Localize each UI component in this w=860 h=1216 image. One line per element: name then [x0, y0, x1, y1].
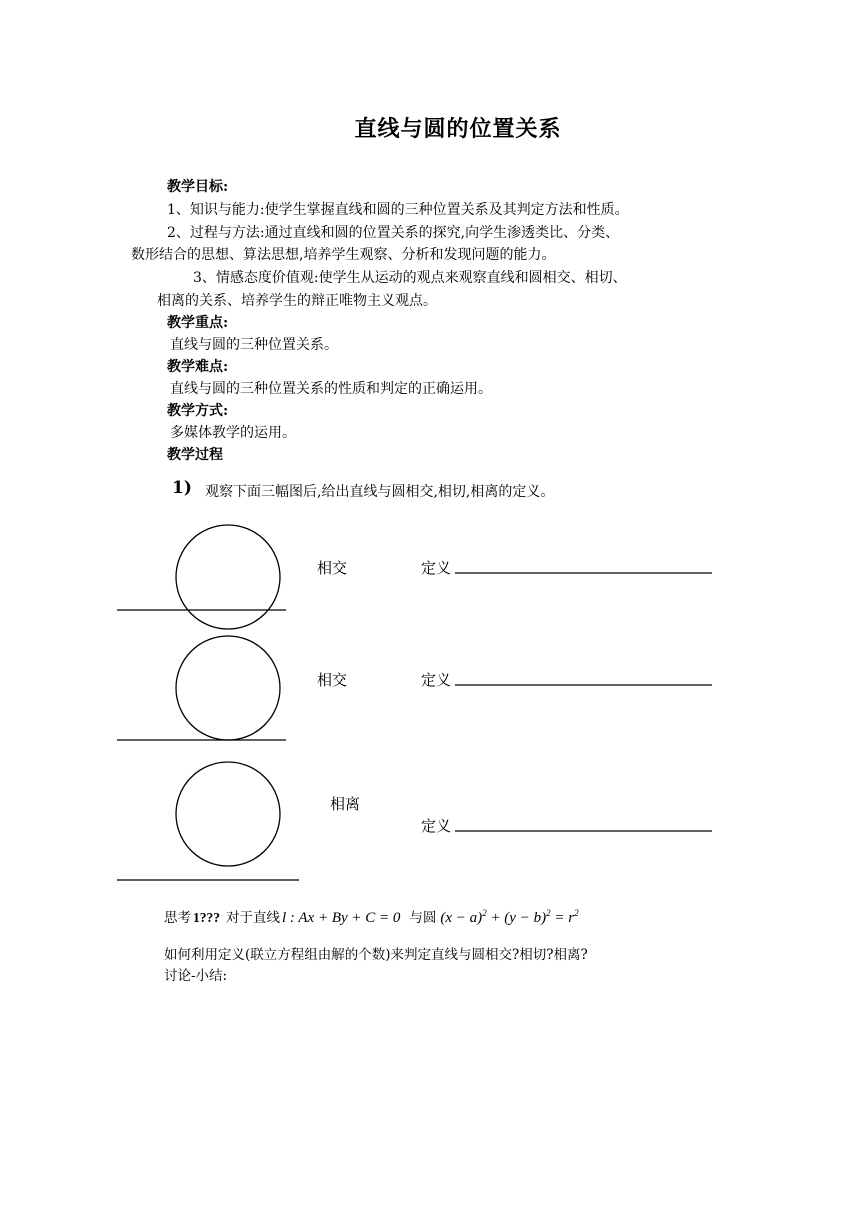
objective-item-1: 1、知识与能力:使学生掌握直线和圆的三种位置关系及其判定方法和性质。	[167, 202, 629, 218]
definition-label-2: 定义	[421, 671, 452, 689]
relation-label-1: 相交	[317, 559, 348, 577]
definition-label-1: 定义	[421, 559, 452, 577]
process-heading: 教学过程	[167, 447, 223, 463]
circle-figure-1	[176, 525, 280, 629]
think-number: 1???	[193, 910, 220, 925]
objective-item-2-line-2: 数形结合的思想、算法思想,培养学生观察、分析和发现问题的能力。	[131, 247, 556, 263]
think-question-text: 如何利用定义(联立方程组由解的个数)来判定直线与圆相交?相切?相离?	[164, 947, 588, 963]
step-1-number: 1)	[172, 478, 192, 498]
line-equation: l : Ax + By + C = 0	[282, 910, 401, 926]
think-circle-label: 与圆	[409, 910, 437, 926]
method-heading: 教学方式:	[167, 403, 229, 419]
think-question-line	[164, 906, 579, 927]
circle-equation-part-a: (x − a)	[440, 910, 483, 926]
objective-item-3-line-2: 相离的关系、培养学生的辩正唯物主义观点。	[157, 293, 437, 309]
difficulty-heading: 教学难点:	[167, 359, 229, 375]
circle-equation-part-b: + (y − b)	[490, 910, 547, 926]
think-prefix: 思考	[164, 910, 191, 926]
objectives-heading: 教学目标:	[167, 179, 229, 195]
circle-figure-3	[176, 762, 280, 866]
key-point-heading: 教学重点:	[167, 315, 229, 331]
relation-label-2: 相交	[317, 671, 348, 689]
objective-item-2-line-1: 2、过程与方法:通过直线和圆的位置关系的探究,向学生渗透类比、分类、	[167, 225, 620, 241]
exponent-c: 2	[574, 908, 579, 918]
relation-label-3: 相离	[330, 795, 361, 813]
method-text: 多媒体教学的运用。	[170, 425, 296, 441]
definition-label-3: 定义	[421, 817, 452, 835]
step-1-text: 观察下面三幅图后,给出直线与圆相交,相切,相离的定义。	[205, 484, 555, 500]
circle-equation	[440, 908, 578, 927]
exponent-a: 2	[482, 908, 487, 918]
key-point-text: 直线与圆的三种位置关系。	[170, 337, 338, 353]
difficulty-text: 直线与圆的三种位置关系的性质和判定的正确运用。	[170, 381, 492, 397]
think-line-label: 对于直线	[226, 910, 280, 926]
exponent-b: 2	[546, 908, 551, 918]
objective-item-3-line-1: 3、情感态度价值观:使学生从运动的观点来观察直线和圆相交、相切、	[193, 270, 627, 286]
circle-equation-part-c: = r	[554, 910, 575, 926]
circle-figure-2	[176, 636, 280, 740]
discussion-summary-label: 讨论-小结:	[164, 968, 228, 984]
page-title: 直线与圆的位置关系	[354, 116, 562, 142]
